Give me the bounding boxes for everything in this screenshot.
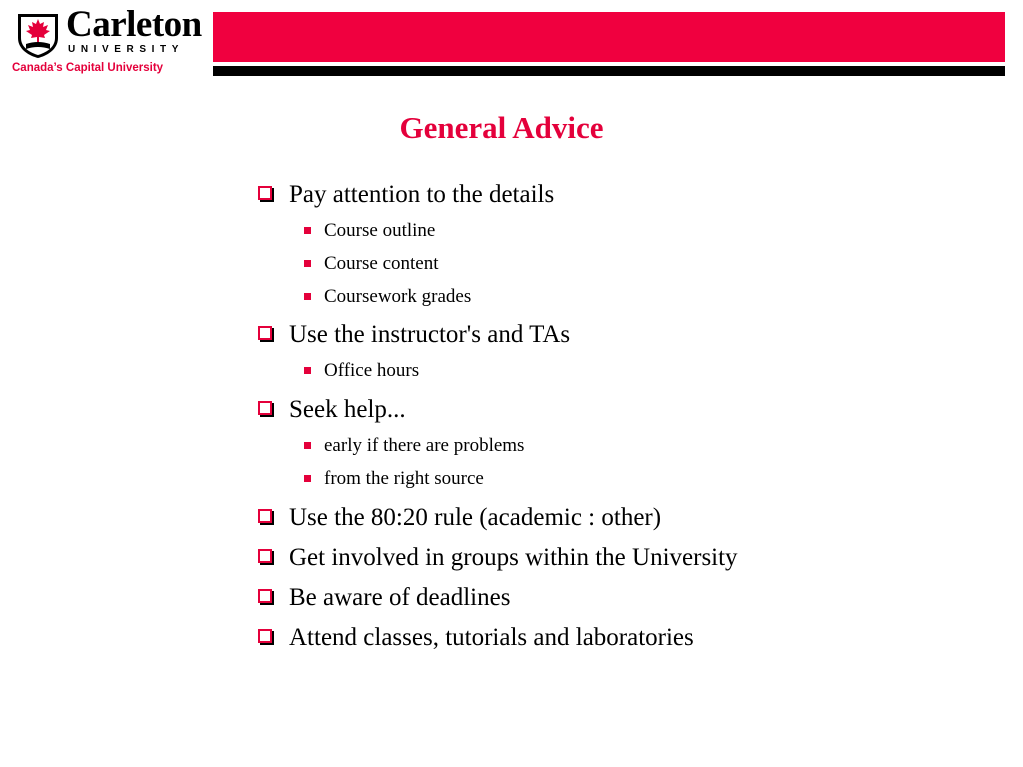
logo-wordmark: Carleton [66,4,202,45]
square-bullet-icon [304,293,311,300]
sub-bullet-item [258,220,998,243]
slide-title: General Advice [399,110,604,145]
header-banner-red [213,12,1005,62]
checkbox-bullet-icon [258,589,272,603]
sub-bullet-text: Course content [324,252,439,274]
sub-bullet-item [258,360,998,383]
bullet-group [258,623,998,653]
sub-bullet-text: Office hours [324,360,420,382]
bullet-group [258,395,998,491]
bullet-text: Attend classes, tutorials and laboratories [289,623,694,651]
bullet-item [258,180,998,210]
bullet-item [258,320,998,350]
sub-bullet-text: from the right source [324,467,484,489]
checkbox-bullet-icon [258,509,272,523]
bullet-group [258,320,998,383]
logo-university: UNIVERSITY [68,44,185,55]
square-bullet-icon [304,227,311,234]
sub-bullet-item [258,468,998,491]
sub-bullet-text: early if there are problems [324,435,525,457]
checkbox-bullet-icon [258,401,272,415]
sub-bullet-item [258,253,998,276]
bullet-group [258,503,998,533]
bullet-item [258,503,998,533]
bullet-text: Get involved in groups within the University [289,543,738,571]
bullet-text: Pay attention to the details [289,181,555,208]
sub-bullet-text: Coursework grades [324,285,472,307]
bullet-text: Be aware of deadlines [289,583,511,611]
bullet-list [258,180,998,663]
header-banner-black [213,66,1005,76]
sub-bullet-item [258,286,998,309]
bullet-item [258,623,998,653]
square-bullet-icon [304,367,311,374]
bullet-group [258,180,998,308]
logo-tagline: Canada’s Capital University [12,62,164,74]
bullet-item [258,395,998,425]
checkbox-bullet-icon [258,549,272,563]
checkbox-bullet-icon [258,186,272,200]
square-bullet-icon [304,260,311,267]
checkbox-bullet-icon [258,326,272,340]
bullet-item [258,583,998,613]
bullet-item [258,543,998,573]
sub-bullet-text: Course outline [324,220,436,241]
carleton-logo [12,4,202,80]
bullet-text: Use the 80:20 rule (academic : other) [289,503,662,531]
shield-crest-icon [16,12,60,58]
bullet-text: Use the instructor's and TAs [289,321,571,349]
bullet-group [258,543,998,573]
square-bullet-icon [304,442,311,449]
square-bullet-icon [304,475,311,482]
sub-bullet-item [258,435,998,458]
checkbox-bullet-icon [258,629,272,643]
bullet-text: Seek help... [289,396,406,424]
bullet-group [258,583,998,613]
